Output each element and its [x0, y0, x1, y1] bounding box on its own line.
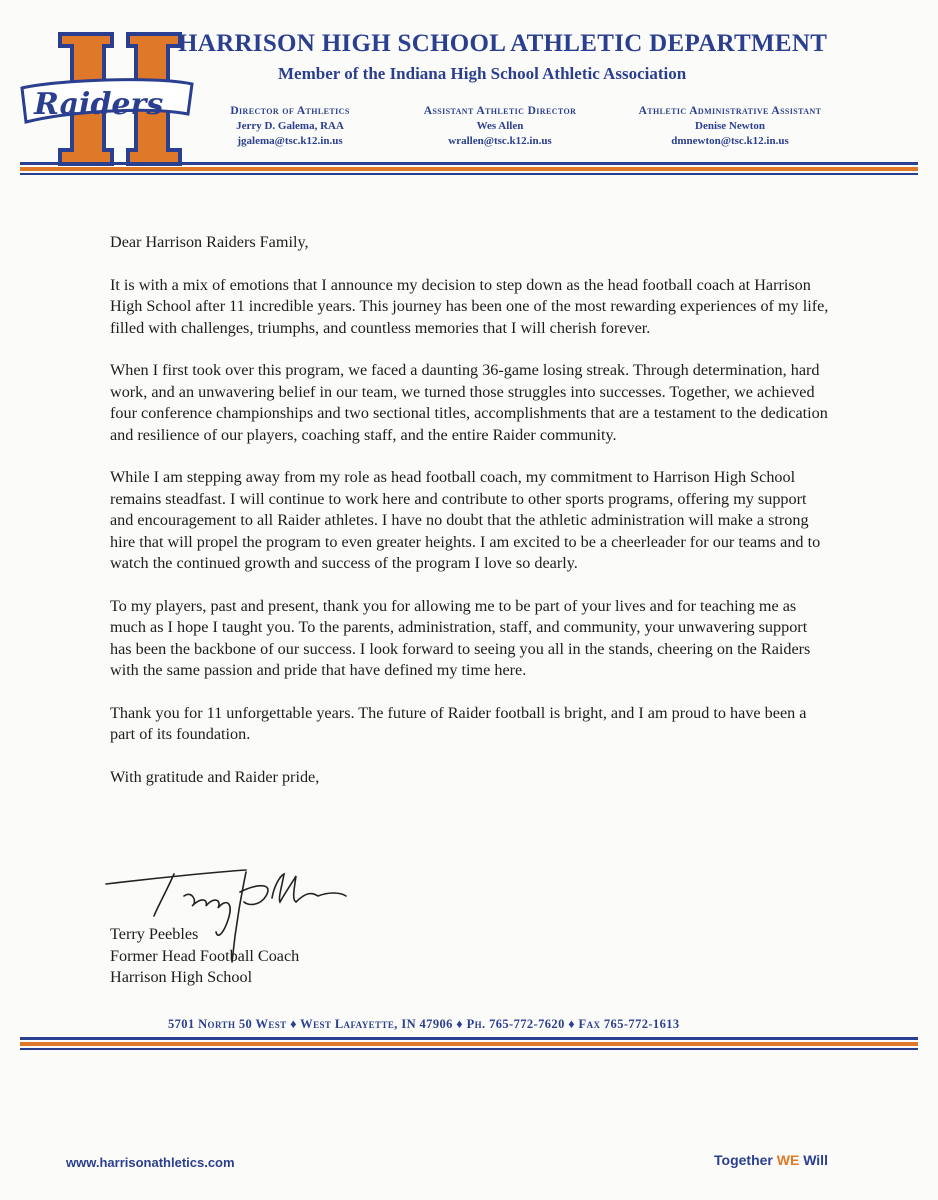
paragraph-1: It is with a mix of emotions that I announce my decision to step down as the head football coach at Harrison High School after 11 incredible years. This journey has been one of the most rewarding experiences of my life, filled with challenges, triumphs, and countless memories that I will cherish forever. — [110, 275, 829, 337]
header-rule-blue-bottom — [20, 173, 918, 175]
footer-tagline — [714, 1152, 828, 1168]
footer-address: 5701 North 50 West ♦ West Lafayette, IN 47906 ♦ Ph. 765-772-7620 ♦ Fax 765-772-1613 — [168, 1017, 680, 1031]
footer-rule-blue-top — [20, 1037, 918, 1040]
signer-title: Former Head Football Coach — [110, 946, 300, 965]
staff-admin-assistant — [630, 104, 830, 149]
salutation: Dear Harrison Raiders Family, — [110, 233, 309, 251]
paragraph-3: While I am stepping away from my role as head football coach, my commitment to Harrison High School remains steadfast. I will continue to work here and contribute to other sports programs, offering my support and encouragement to all Raider athletes. I have no doubt that the athletic administration will make a strong hire that will propel the program to even greater heights. I am excited to be a cheerleader for our teams and to watch the continued growth and success of the program I love so dearly. — [110, 468, 821, 572]
school-title: HARRISON HIGH SCHOOL ATHLETIC DEPARTMENT — [178, 30, 828, 57]
staff-name: Wes Allen — [476, 120, 524, 132]
footer-rule-orange — [20, 1042, 918, 1046]
paragraph-5: Thank you for 11 unforgettable years. The future of Raider football is bright, and I am proud to have been a part of its foundation. — [110, 703, 807, 743]
association-membership: Member of the Indiana High School Athletic Association — [278, 64, 687, 83]
staff-name: Denise Newton — [695, 120, 765, 132]
staff-email: jgalema@tsc.k12.in.us — [237, 135, 343, 147]
signer-organization: Harrison High School — [110, 968, 253, 986]
signature-block — [110, 924, 299, 989]
staff-assistant-director — [400, 104, 600, 149]
staff-email: dmnewton@tsc.k12.in.us — [671, 135, 789, 147]
signer-name: Terry Peebles — [110, 925, 199, 943]
raiders-h-logo — [16, 30, 196, 170]
staff-director — [190, 104, 390, 149]
paragraph-2: When I first took over this program, we faced a daunting 36-game losing streak. Through determination, hard work, and an unwavering belief in our team, we turned those struggles into successes. Together, we achieved four conference championships and two sectional titles, accomplishments that are a testament to the dedication and resilience of our players, coaching staff, and the entire Raider community. — [110, 361, 828, 444]
staff-role: Athletic Administrative Assistant — [638, 105, 822, 117]
logo-script-text: Raiders — [34, 87, 164, 122]
footer-rule-blue-bottom — [20, 1048, 918, 1050]
letterhead — [0, 0, 938, 180]
staff-name: Jerry D. Galema, RAA — [236, 120, 344, 132]
header-rule-orange — [20, 167, 918, 171]
tagline-post: Will — [799, 1152, 828, 1168]
closing: With gratitude and Raider pride, — [110, 767, 320, 786]
letter-body — [110, 232, 830, 809]
tagline-pre: Together — [714, 1152, 777, 1168]
staff-role: Director of Athletics — [230, 105, 350, 117]
staff-role: Assistant Athletic Director — [423, 105, 577, 117]
tagline-we: WE — [776, 1152, 800, 1168]
header-rule-blue-top — [20, 162, 918, 165]
staff-email: wrallen@tsc.k12.in.us — [448, 135, 552, 147]
footer-website-link[interactable]: www.harrisonathletics.com — [66, 1155, 235, 1170]
paragraph-4: To my players, past and present, thank you for allowing me to be part of your lives and for teaching me as much as I hope I taught you. To the parents, administration, staff, and community, your unwavering support has been the backbone of our success. I look forward to seeing you all in the stands, cheering on the Raiders with the same passion and pride that have defined my time here. — [110, 596, 811, 679]
